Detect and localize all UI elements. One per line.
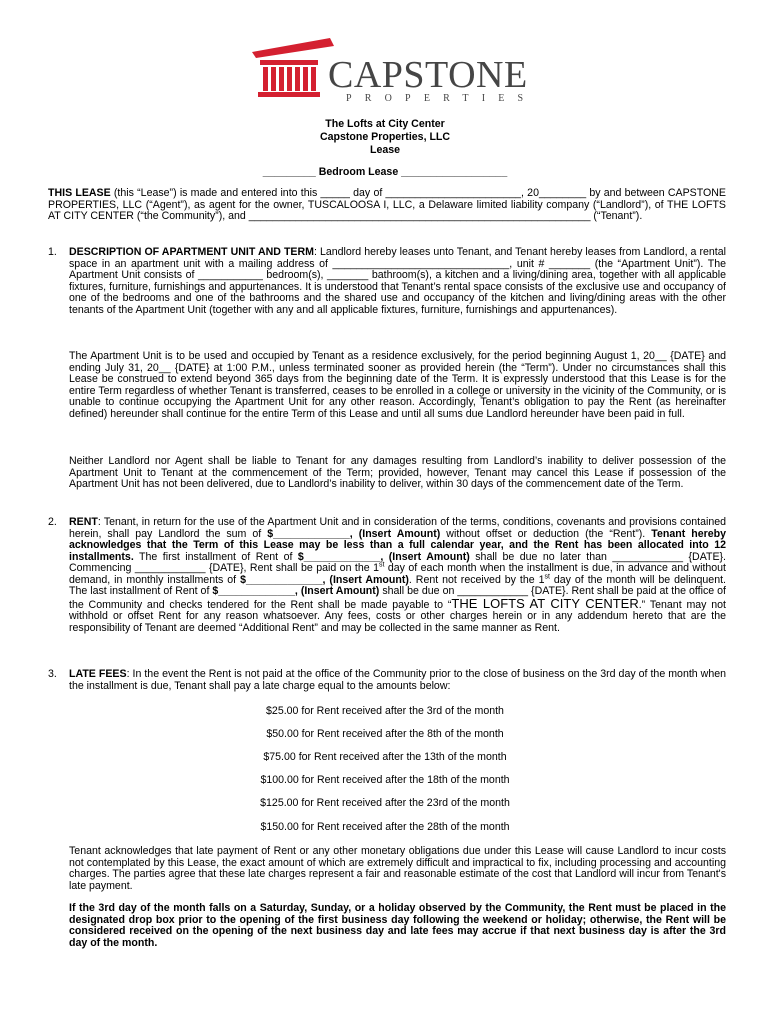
late-fee-item: $75.00 for Rent received after the 13th of the month <box>263 751 507 763</box>
section-1-heading: DESCRIPTION OF APARTMENT UNIT AND TERM <box>69 246 314 258</box>
document-title: Lease <box>369 144 401 156</box>
section-1-number: 1. <box>48 246 57 258</box>
section-1-paragraph-3: Neither Landlord nor Agent shall be liable to Tenant for any damages resulting from Landlord’s inability to deliver possession of the Apartment Unit to Tenant at the commencement of the Term; provided, however, Tenant may cancel this Lease if possession of the Apartment Unit has not been delivered, due to Landlord’s inability to deliver, within 30 days of the commencement date of the Term. <box>69 455 726 490</box>
rent-text: day of each month when the installment is due, in advance and without demand, in monthly installments of <box>69 562 727 586</box>
payee-name: THE LOFTS AT CITY CENTER <box>451 595 639 611</box>
column-logo-icon <box>246 34 336 98</box>
company-name: Capstone Properties, LLC <box>319 131 451 143</box>
section-2-paragraph <box>69 517 726 634</box>
property-name: The Lofts at City Center <box>325 118 445 130</box>
section-1-paragraph-2: The Apartment Unit is to be used and occupied by Tenant as a residence exclusively, for the period beginning August 1, 20__ {DATE} and ending July 31, 20__ {DATE} at 1:00 P.M., unless terminated sooner as provided herein (the “Term”). Under no circumstances shall this Lease be construed to extend beyond 365 days from the beginning date of the Term. It is expressly understood that this Lease is for the entire Term regardless of whether Tenant is transferred, ceases to be enrolled in a college or university in the vicinity of the Community, or is unable to continue occupying the Apartment Unit for any other reason. Accordingly, Tenant’s obligation to pay the Rent (as hereinafter defined) hereunder shall continue for the entire Term of this Lease and until all sums due Landlord hereunder have been paid in full. <box>69 350 726 420</box>
monthly-installment-amount: $_____________, (Insert Amount) <box>240 573 409 586</box>
late-fee-item: $25.00 for Rent received after the 3rd of the month <box>266 705 504 717</box>
rent-text: The first installment of Rent of <box>133 550 298 563</box>
rent-text: day of the month will be delinquent. The last installment of Rent of <box>69 573 726 597</box>
late-fee-item: $150.00 for Rent received after the 28th of the month <box>260 821 510 833</box>
section-2-heading: RENT <box>69 516 98 528</box>
rent-text: . Rent not received by the 1 <box>408 573 545 586</box>
rent-text: without offset or deduction (the “Rent”). <box>440 527 652 540</box>
section-3-paragraph-1 <box>69 669 726 692</box>
intro-text: (this “Lease”) is made and entered into this _____ day of _______________________, 20________ by and between CAPSTONE PROPERTIES, LLC (“Agent”), as agent for the owner, TUSCALOOSA I, LLC, a Delaware limited liability company (“Landlord”), of THE LOFTS AT CITY CENTER (“the Community”), and __________________________________________________________ (“Tenant”). <box>48 187 726 222</box>
first-installment-amount: $_____________, (Insert Amount) <box>297 550 470 563</box>
bedroom-lease-line: _________ Bedroom Lease __________________ <box>262 166 508 178</box>
capstone-logo <box>246 34 537 104</box>
intro-paragraph <box>48 188 726 223</box>
late-fee-item: $50.00 for Rent received after the 8th of the month <box>266 728 504 740</box>
section-2-number: 2. <box>48 516 57 528</box>
intro-lead: THIS LEASE <box>48 187 111 199</box>
rent-text: shall be due no later than ____________ {DATE}. Commencing ____________ {DATE}, Rent shall be paid on the 1 <box>69 550 726 574</box>
rent-text: shall be due on ____________ {DATE}. Rent shall be paid at the office of the Community and checks tendered for the Rent shall be made payable to “ <box>69 585 726 611</box>
late-fee-item: $125.00 for Rent received after the 23rd of the month <box>260 797 510 809</box>
rent-acknowledgement: Tenant hereby acknowledges that the Term of this Lease may be less than a full calendar year, and the Rent has been allocated into 12 installments. <box>69 527 727 563</box>
logo-subtitle: PROPERTIES <box>346 93 537 104</box>
section-3-heading: LATE FEES <box>69 668 127 680</box>
section-3-paragraph-2: Tenant acknowledges that late payment of Rent or any other monetary obligations due under this Lease will cause Landlord to incur costs not contemplated by this Lease, the exact amount of which are extremely difficult and impractical to fix, including processing and accounting charges. The parties agree that these late charges represent a fair and reasonable estimate of the cost that Landlord will incur from Tenant's late payment. <box>69 845 726 892</box>
section-3-text-1: : In the event the Rent is not paid at the office of the Community prior to the close of business on the 3rd day of the month when the installment is due, Tenant shall pay a late charge equal to the amounts below: <box>69 668 727 692</box>
ordinal-suffix: st <box>544 572 550 580</box>
last-installment-amount: $_____________, (Insert Amount) <box>212 585 380 597</box>
section-1-paragraph-1 <box>69 247 726 316</box>
late-fee-item: $100.00 for Rent received after the 18th of the month <box>260 774 510 786</box>
ordinal-suffix: st <box>378 561 385 569</box>
rent-text: : Tenant, in return for the use of the Apartment Unit and in consideration of the terms, conditions, covenants and provisions contained herein, shall pay Landlord the sum of <box>69 516 726 540</box>
section-1-text-1: : Landlord hereby leases unto Tenant, and Tenant hereby leases from Landlord, a rental space in an apartment unit with a mailing address of ______________________________, unit # _______ (the “Apartment Unit”). The Apartment Unit consists of ___________ bedroom(s), _______ bathroom(s), a kitchen and a living/dining area, together with all applicable fixtures, furniture, furnishings and appurtenances. It is understood that Tenant’s rental space consists of the exclusive use and occupancy of one of the bedrooms and one of the bathrooms and the shared use and occupancy of the kitchen and living/dining areas with the other tenants of the Apartment Unit (together with any and all applicable fixtures, furniture, furnishings and appurtenances). <box>69 246 726 316</box>
rent-amount: $_____________, (Insert Amount) <box>267 527 441 540</box>
section-3-number: 3. <box>48 668 57 680</box>
rent-text: .” Tenant may not withhold or offset Rent for any reason whatsoever. Any fees, costs or other charges herein or in any addendum hereto that are the responsibility of Tenant are deemed “Additional Rent” and may be collected in the same manner as Rent. <box>69 598 727 634</box>
logo-wordmark: CAPSTONE <box>328 54 528 96</box>
section-3-paragraph-3: If the 3rd day of the month falls on a Saturday, Sunday, or a holiday observed by the Community, the Rent must be placed in the designated drop box prior to the opening of the first business day following the weekend or holiday; otherwise, the Rent will be considered received on the opening of the next business day and late fees may accrue if that next business day is after the 3rd day of the month. <box>69 902 726 949</box>
